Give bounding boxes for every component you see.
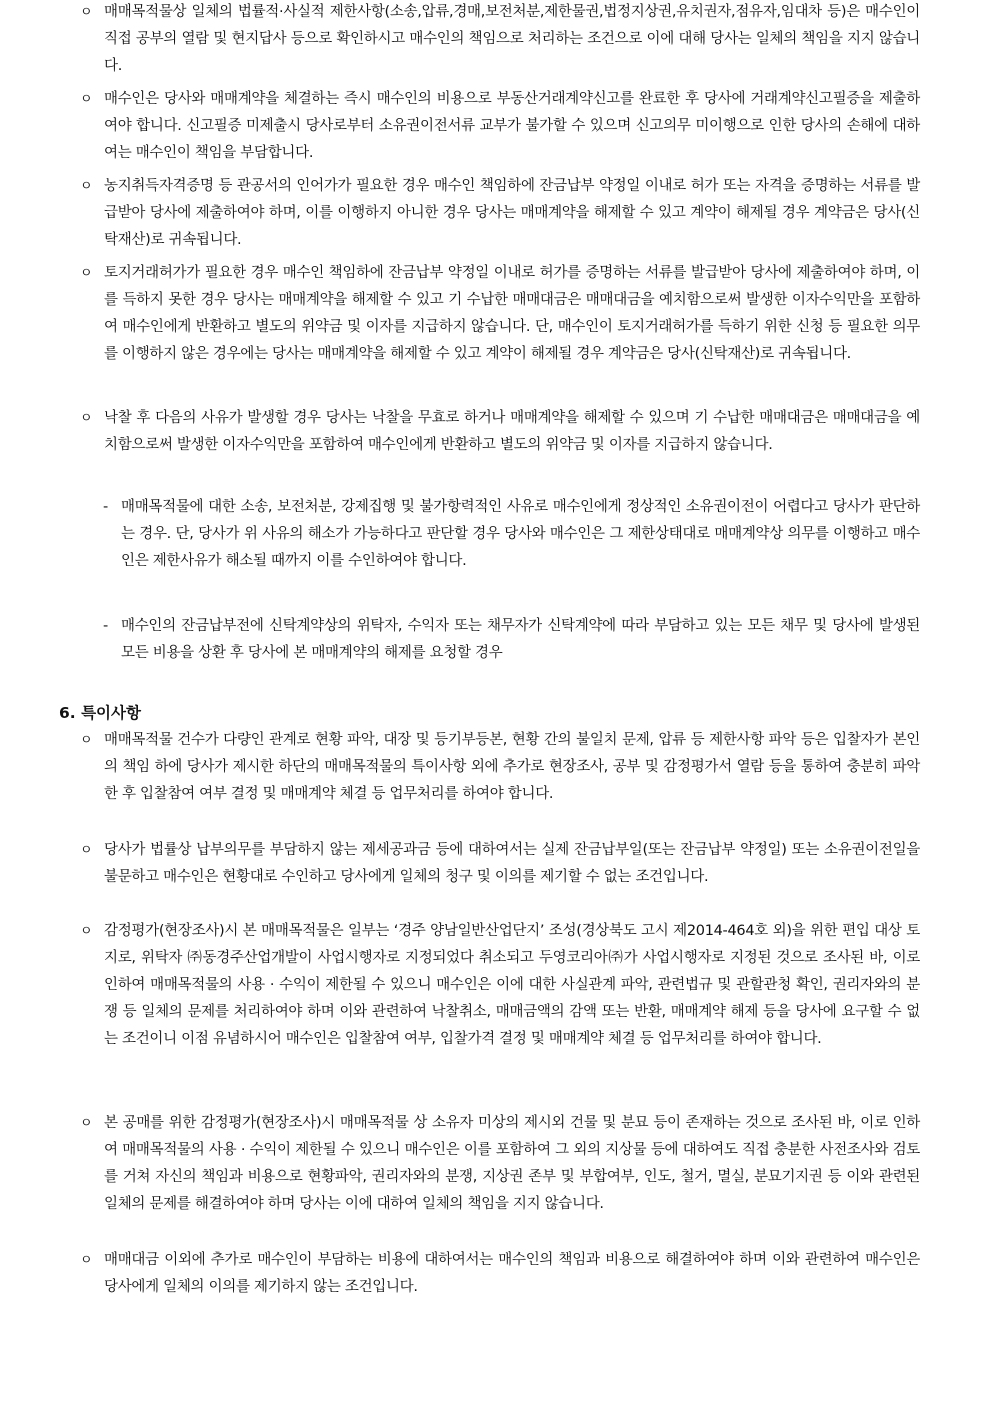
bullet-marker: ㅇ: [80, 92, 93, 107]
bullet-marker: ㅇ: [80, 1116, 93, 1131]
list-item-text: 당사가 법률상 납부의무를 부담하지 않는 제세공과금 등에 대하여서는 실제 잔금납부일(또는 잔금납부 약정일) 또는 소유권이전일을 불문하고 매수인은 현황대로 수인하고 당사에게 일체의 청구 및 이의를 제기할 수 없는 조건입니다.: [104, 842, 920, 885]
list-item-text: 토지거래허가가 필요한 경우 매수인 책임하에 잔금납부 약정일 이내로 허가를 증명하는 서류를 발급받아 당사에 제출하여야 하며, 이를 득하지 못한 경우 당사는 매매계약을 해제할 수 있고 기 수납한 매매대금은 매매대금을 예치함으로써 발생한 이자수익만을 포함하여 매수인에게 반환하고 별도의 위약금 및 이자를 지급하지 않습니다. 단, 매수인이 토지거래허가를 득하기 위한 신청 등 필요한 의무를 이행하지 않은 경우에는 당사는 매매계약을 해제할 수 있고 계약이 해제될 경우 계약금은 당사(신탁재산)로 귀속됩니다.: [104, 265, 920, 362]
list-item-text: 감정평가(현장조사)시 본 매매목적물은 일부는 ‘경주 양남일반산업단지’ 조성(경상북도 고시 제2014-464호 외)을 위한 편입 대상 토지로, 위탁자 ㈜동경주산업개발이 사업시행자로 지정되었다 취소되고 두영코리아㈜가 사업시행자로 지정된 것으로 조사된 바, 이로 인하여 매매목적물의 사용 · 수익이 제한될 수 있으니 매수인은 이에 대한 사실관계 파악, 관련법규 및 관할관청 확인, 권리자와의 분쟁 등 일체의 문제를 처리하여야 하며 이와 관련하여 낙찰취소, 매매금액의 감액 또는 반환, 매매계약 해제 등을 당사에 요구할 수 없는 조건이니 이점 유념하시어 매수인은 입찰참여 여부, 입찰가격 결정 및 매매계약 체결 등 업무처리를 하여야 합니다.: [104, 923, 920, 1047]
bullet-marker: ㅇ: [80, 733, 93, 748]
bullet-marker: ㅇ: [80, 843, 93, 858]
bullet-marker: ㅇ: [80, 1253, 93, 1268]
list-item-text: 매수인은 당사와 매매계약을 체결하는 즉시 매수인의 비용으로 부동산거래계약신고를 완료한 후 당사에 거래계약신고필증을 제출하여야 합니다. 신고필증 미제출시 당사로부터 소유권이전서류 교부가 불가할 수 있으며 신고의무 미이행으로 인한 당사의 손해에 대하여는 매수인이 책임을 부담합니다.: [104, 91, 920, 161]
sub-list-item-text: 매매목적물에 대한 소송, 보전처분, 강제집행 및 불가항력적인 사유로 매수인에게 정상적인 소유권이전이 어렵다고 당사가 판단하는 경우. 단, 당사가 위 사유의 해소가 가능하다고 판단할 경우 당사와 매수인은 그 제한상태대로 매매계약상 의무를 이행하고 매수인은 제한사유가 해소될 때까지 이를 수인하여야 합니다.: [121, 499, 920, 569]
sub-list-item-text: 매수인의 잔금납부전에 신탁계약상의 위탁자, 수익자 또는 채무자가 신탁계약에 따라 부담하고 있는 모든 채무 및 당사에 발생된 모든 비용을 상환 후 당사에 본 매매계약의 해제를 요청할 경우: [121, 618, 920, 661]
list-item-text: 낙찰 후 다음의 사유가 발생할 경우 당사는 낙찰을 무효로 하거나 매매계약을 해제할 수 있으며 기 수납한 매매대금은 매매대금을 예치함으로써 발생한 이자수익만을 포함하여 매수인에게 반환하고 별도의 위약금 및 이자를 지급하지 않습니다.: [104, 410, 920, 453]
list-item-text: 매매대금 이외에 추가로 매수인이 부담하는 비용에 대하여서는 매수인의 책임과 비용으로 해결하여야 하며 이와 관련하여 매수인은 당사에게 일체의 이의를 제기하지 않는 조건입니다.: [104, 1252, 920, 1295]
list-item-text: 농지취득자격증명 등 관공서의 인어가가 필요한 경우 매수인 책임하에 잔금납부 약정일 이내로 허가 또는 자격을 증명하는 서류를 발급받아 당사에 제출하여야 하며, 이를 이행하지 아니한 경우 당사는 매매계약을 해제할 수 있고 계약이 해제될 경우 계약금은 당사(신탁재산)로 귀속됩니다.: [104, 178, 920, 248]
bullet-marker: ㅇ: [80, 179, 93, 194]
bullet-marker: ㅇ: [80, 266, 93, 281]
bullet-marker: ㅇ: [80, 411, 93, 426]
bullet-marker: ㅇ: [80, 5, 93, 20]
list-item-text: 매매목적물 건수가 다량인 관계로 현황 파악, 대장 및 등기부등본, 현황 간의 불일치 문제, 압류 등 제한사항 파악 등은 입찰자가 본인의 책임 하에 당사가 제시한 하단의 매매목적물의 특이사항 외에 추가로 현장조사, 공부 및 감정평가서 열람 등을 통하여 충분히 파악한 후 입찰참여 여부 결정 및 매매계약 체결 등 업무처리를 하여야 합니다.: [104, 732, 920, 802]
bullet-marker: ㅇ: [80, 924, 93, 939]
dash-marker: -: [103, 618, 109, 634]
dash-marker: -: [103, 499, 109, 515]
section-heading: 6. 특이사항: [59, 704, 141, 722]
list-item-text: 매매목적물상 일체의 법률적·사실적 제한사항(소송,압류,경매,보전처분,제한물권,법정지상권,유치권자,점유자,임대차 등)은 매수인이 직접 공부의 열람 및 현지답사 등으로 확인하시고 매수인의 책임으로 처리하는 조건으로 이에 대해 당사는 일체의 책임을 지지 않습니다.: [104, 4, 920, 74]
list-item-text: 본 공매를 위한 감정평가(현장조사)시 매매목적물 상 소유자 미상의 제시외 건물 및 분묘 등이 존재하는 것으로 조사된 바, 이로 인하여 매매목적물의 사용 · 수익이 제한될 수 있으니 매수인은 이를 포함하여 그 외의 지상물 등에 대하여도 직접 충분한 사전조사와 검토를 거쳐 자신의 책임과 비용으로 현황파악, 권리자와의 분쟁, 지상권 존부 및 부합여부, 인도, 철거, 멸실, 분묘기지권 등 이와 관련된 일체의 문제를 해결하여야 하며 당사는 이에 대하여 일체의 책임을 지지 않습니다.: [104, 1115, 920, 1212]
